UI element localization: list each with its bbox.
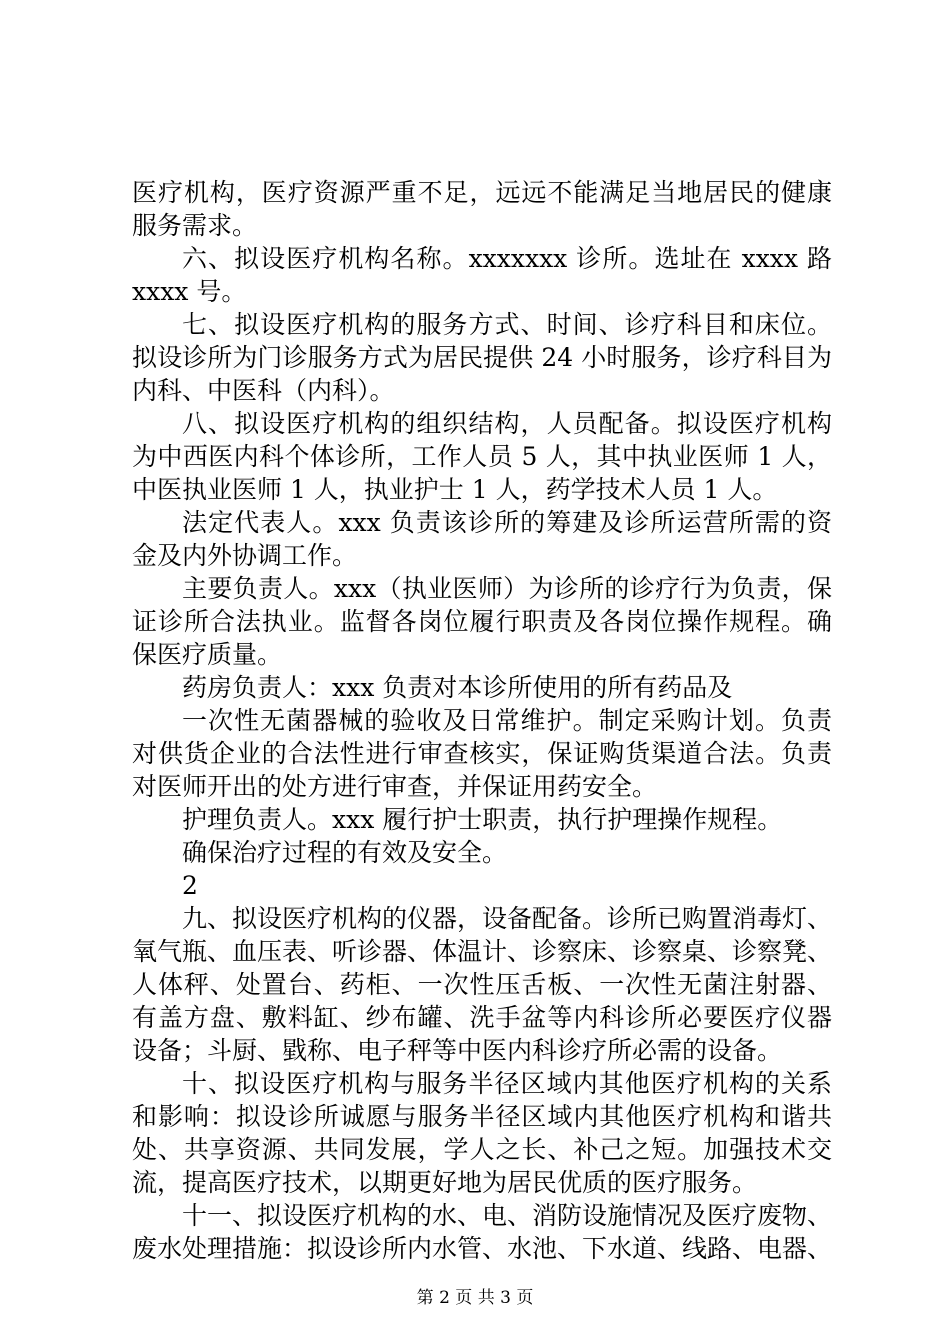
text-line: 药房负责人：xxx 负责对本诊所使用的所有药品及 bbox=[182, 673, 733, 702]
text-line: 人体秤、处置台、药柜、一次性压舌板、一次性无菌注射器、 bbox=[132, 970, 832, 999]
text-line: xxxx 号。 bbox=[132, 277, 247, 306]
text-line: 八、拟设医疗机构的组织结构，人员配备。拟设医疗机构 bbox=[182, 409, 832, 438]
text-line: 护理负责人。xxx 履行护士职责，执行护理操作规程。 bbox=[182, 805, 783, 834]
text-line: 七、拟设医疗机构的服务方式、时间、诊疗科目和床位。 bbox=[182, 310, 832, 339]
text-line: 和影响：拟设诊所诚愿与服务半径区域内其他医疗机构和谐共 bbox=[132, 1102, 832, 1131]
text-line: 九、拟设医疗机构的仪器，设备配备。诊所已购置消毒灯、 bbox=[182, 904, 833, 933]
text-line: 设备；斗厨、戥称、电子秤等中医内科诊疗所必需的设备。 bbox=[132, 1036, 783, 1065]
text-line: 中医执业医师 1 人，执业护士 1 人，药学技术人员 1 人。 bbox=[132, 475, 778, 504]
text-line: 拟设诊所为门诊服务方式为居民提供 24 小时服务，诊疗科目为 bbox=[132, 343, 832, 372]
text-line: 金及内外协调工作。 bbox=[132, 541, 358, 570]
text-line: 废水处理措施：拟设诊所内水管、水池、下水道、线路、电器、 bbox=[132, 1234, 833, 1263]
text-line: 处、共享资源、共同发展，学人之长、补己之短。加强技术交 bbox=[132, 1135, 832, 1164]
text-line: 内科、中医科（内科）。 bbox=[132, 376, 395, 405]
text-line: 证诊所合法执业。监督各岗位履行职责及各岗位操作规程。确 bbox=[132, 607, 832, 636]
text-line: 氧气瓶、血压表、听诊器、体温计、诊察床、诊察桌、诊察凳、 bbox=[132, 937, 833, 966]
text-line: 流，提高医疗技术，以期更好地为居民优质的医疗服务。 bbox=[132, 1168, 758, 1197]
text-line: 六、拟设医疗机构名称。xxxxxxx 诊所。选址在 xxxx 路 bbox=[182, 244, 832, 273]
text-line: 医疗机构，医疗资源严重不足，远远不能满足当地居民的健康 bbox=[132, 178, 832, 207]
page-number-marker: 2 bbox=[182, 871, 198, 900]
text-line: 主要负责人。xxx（执业医师）为诊所的诊疗行为负责，保 bbox=[182, 574, 832, 603]
text-line: 保医疗质量。 bbox=[132, 640, 283, 669]
text-line: 对医师开出的处方进行审查，并保证用药安全。 bbox=[132, 772, 658, 801]
text-line: 十一、拟设医疗机构的水、电、消防设施情况及医疗废物、 bbox=[182, 1201, 833, 1230]
text-line: 十、拟设医疗机构与服务半径区域内其他医疗机构的关系 bbox=[182, 1069, 832, 1098]
text-line: 为中西医内科个体诊所，工作人员 5 人，其中执业医师 1 人， bbox=[132, 442, 832, 471]
text-line: 法定代表人。xxx 负责该诊所的筹建及诊所运营所需的资 bbox=[182, 508, 832, 537]
text-line: 确保治疗过程的有效及安全。 bbox=[182, 838, 508, 867]
text-line: 对供货企业的合法性进行审查核实，保证购货渠道合法。负责 bbox=[132, 739, 832, 768]
text-line: 有盖方盘、敷料缸、纱布罐、洗手盆等内科诊所必要医疗仪器 bbox=[132, 1003, 832, 1032]
text-line: 一次性无菌器械的验收及日常维护。制定采购计划。负责 bbox=[182, 706, 832, 735]
text-line: 服务需求。 bbox=[132, 211, 258, 240]
page-footer: 第 2 页 共 3 页 bbox=[416, 1288, 534, 1308]
